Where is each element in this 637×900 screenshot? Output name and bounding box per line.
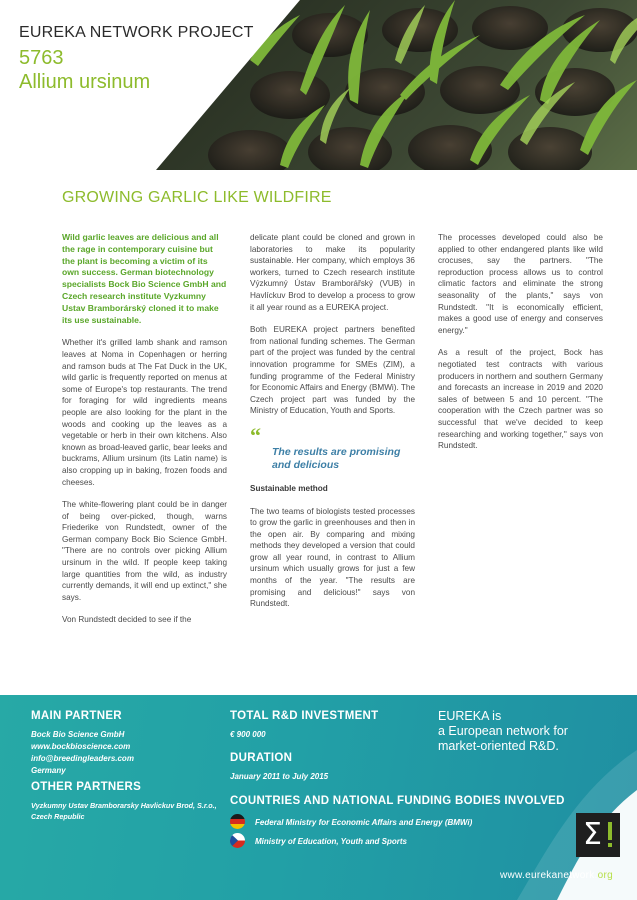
main-partner-email-link[interactable]: info@breedingleaders.com	[31, 754, 134, 763]
funding-body-czech: Ministry of Education, Youth and Sports	[255, 837, 408, 846]
project-name: Allium ursinum	[19, 71, 151, 93]
article-headline: GROWING GARLIC LIKE WILDFIRE	[62, 189, 332, 206]
article-column-1	[62, 232, 227, 637]
project-label: EUREKA NETWORK PROJECT	[19, 24, 254, 41]
tagline-line: a European network for	[438, 724, 568, 738]
article-column-2	[250, 232, 415, 621]
funding-body-germany: Federal Ministry for Economic Affairs and Energy (BMWi)	[255, 818, 473, 827]
main-partner-name: Bock Bio Science GmbH	[31, 730, 125, 739]
main-partner-country: Germany	[31, 766, 66, 775]
main-partner-heading: MAIN PARTNER	[31, 710, 122, 722]
quote-mark-icon: “	[250, 422, 261, 448]
main-partner-website-link[interactable]: www.bockbioscience.com	[31, 742, 131, 751]
other-partner-name: Vyzkumny Ustav Bramborarsky Havlickuv Brod, S.r.o.,	[31, 801, 217, 810]
project-number: 5763	[19, 47, 64, 69]
paragraph: The two teams of biologists tested processes to grow the garlic in greenhouses and then in the open air. By comparing and mixing methods they developed a version that could grow all year round, in contrast to Allium ursinum which usually grows for just a few months of the year. "The results are promising and delicious!" says von Rundstedt.	[250, 506, 415, 609]
eureka-tagline	[438, 709, 568, 754]
article-column-3	[438, 232, 603, 463]
eureka-logo-icon	[576, 813, 620, 857]
paragraph: The white-flowering plant could be in danger of being over-picked, though, warns Friederike von Rundstedt, owner of the German company Bock Bio Science GmbH. "There are no controls over picking Allium ursinum in the wild. If people keep taking large quantities from the wild, as industry currently demands, it will end up extinct," she says.	[62, 500, 227, 602]
paragraph: delicate plant could be cloned and grown in laboratories to make its popularity sustainable. Her company, which employs 36 workers, turned to Czech research institute Výzkumný Ústav Bramborářský (VUB) in Havlíckuv Brod to develop a process to grow it all year round as a EUREKA project.	[250, 233, 415, 312]
paragraph: The processes developed could also be applied to other endangered plants like wild crocuses, say the partners. "The reproduction process allows us to control climatic factors and eliminate the strong seasonality of the plants," says von Rundstedt. "It is economically efficient, makes a good use of energy and conserves energy."	[438, 233, 603, 335]
pull-quote: The results are promising and delicious	[272, 445, 401, 471]
czech-flag-icon	[230, 833, 245, 848]
paragraph: Both EUREKA project partners benefited from national funding schemes. The German part of the project was funded by the central innovation programme for SMEs (ZIM), a funding programme of the Federal Ministry for Economic Affairs and Energy (BMWi). The Czech project part was funded by the Ministry of Education, Youth and Sports.	[250, 325, 415, 416]
tagline-line: market-oriented R&D.	[438, 739, 559, 753]
website-prefix: www.eurekanetwork.	[500, 870, 598, 881]
funding-heading: COUNTRIES AND NATIONAL FUNDING BODIES INVOLVED	[230, 795, 565, 807]
duration-heading: DURATION	[230, 752, 293, 764]
paragraph: Von Rundstedt decided to see if the	[62, 615, 192, 625]
header-photo-seedlings	[0, 0, 637, 170]
tagline-line: EUREKA is	[438, 709, 502, 723]
eureka-website-link[interactable]	[500, 870, 613, 881]
article-lead: Wild garlic leaves are delicious and all the rage in contemporary cuisine but the plant is becoming a victim of its own success. German biotechnology specialists Bock Bio Science GmbH and Czech research institute Vyzkumny Ustav Bramborárský cloned it to make its use sustainable.	[62, 232, 227, 325]
other-partner-country: Czech Republic	[31, 812, 85, 821]
investment-value: € 900 000	[230, 730, 266, 739]
logo-glyph: Σ	[583, 817, 602, 852]
investment-heading: TOTAL R&D INVESTMENT	[230, 710, 379, 722]
duration-value: January 2011 to July 2015	[230, 772, 329, 781]
paragraph: Whether it's grilled lamb shank and ramson leaves at Noma in Copenhagen or herring and ramson buds at The Fat Duck in the UK, wild garlic is frequently reported on menus at some of Europe's top restaurants. The trend for foraging for wild ingredients means people are also looking for the plant in the woods and cooking up the leaves as a vegetable or herb in their own kitchens. Also known as broad-leaved garlic, bear leeks and buckrams, Allium ursinum (its Latin name) is also cropping up in baking, frozen foods and cheeses.	[62, 338, 227, 487]
website-suffix: org	[597, 870, 614, 881]
germany-flag-icon	[230, 814, 245, 829]
project-footer	[0, 695, 637, 900]
paragraph: As a result of the project, Bock has negotiated test contracts with various producers in northern and southern Germany and forecasts an increase in 2019 and 2020 sales of between 5 and 10 percent. "The cooperation with the Czech partner was so successful that we've decided to keep researching and working together," says von Rundstedt.	[438, 348, 603, 451]
other-partners-heading: OTHER PARTNERS	[31, 781, 142, 793]
section-subhead: Sustainable method	[250, 483, 328, 493]
